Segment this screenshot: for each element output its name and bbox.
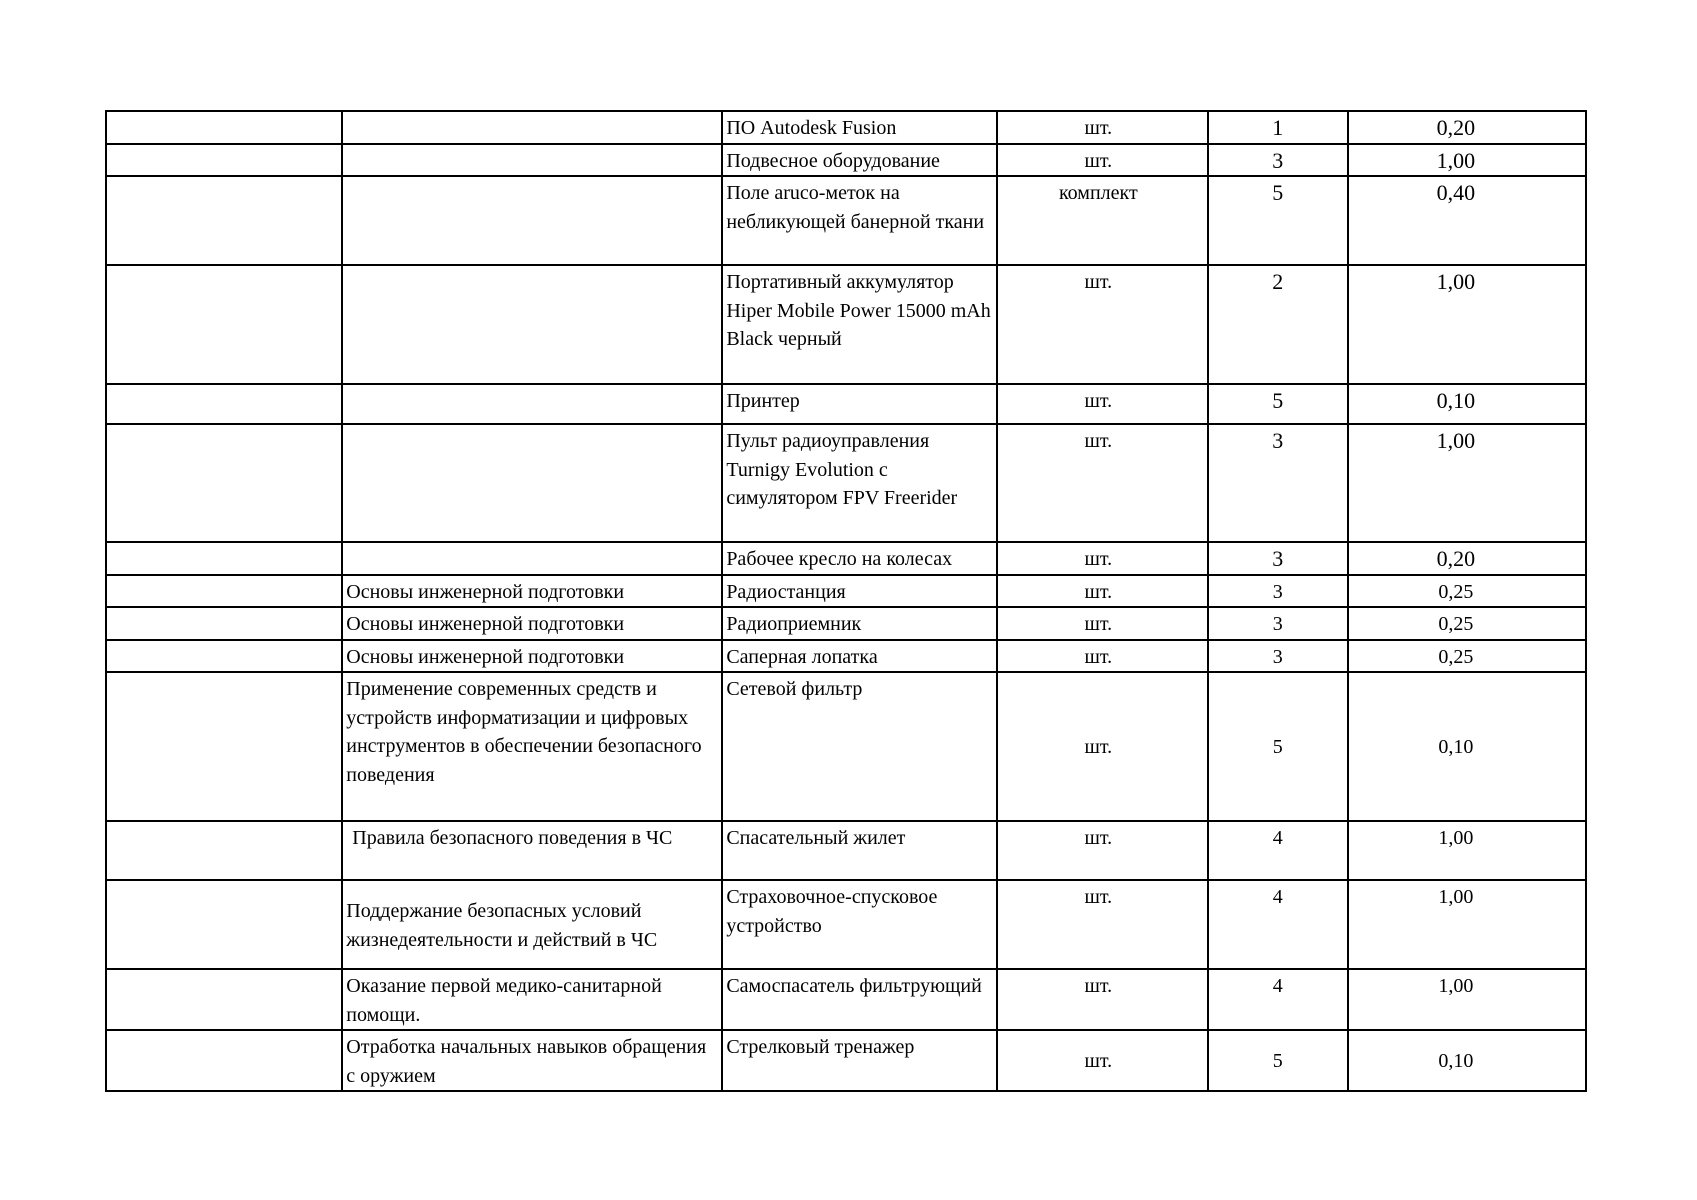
subject-cell: Основы инженерной подготовки [342, 640, 722, 673]
blank-cell [106, 424, 342, 542]
subject-cell: Основы инженерной подготовки [342, 607, 722, 640]
blank-cell [106, 111, 342, 144]
coefficient-cell: 0,25 [1348, 575, 1586, 608]
subject-cell: Основы инженерной подготовки [342, 575, 722, 608]
blank-cell [106, 969, 342, 1030]
blank-cell [106, 176, 342, 265]
table-row [106, 672, 1586, 821]
coefficient-cell: 0,25 [1348, 607, 1586, 640]
coefficient-cell: 1,00 [1348, 880, 1586, 969]
quantity-cell: 4 [1208, 821, 1348, 880]
item-name-cell: Страховочное-спусковое устройство [722, 880, 996, 969]
item-name-cell: Спасательный жилет [722, 821, 996, 880]
unit-cell: шт. [997, 111, 1208, 144]
unit-cell: шт. [997, 542, 1208, 575]
table-row [106, 969, 1586, 1030]
subject-cell: Применение современных средств и устройств информатизации и цифровых инструментов в обеспечении безопасного поведения [342, 672, 722, 821]
table-row [106, 1030, 1586, 1091]
coefficient-cell: 1,00 [1348, 144, 1586, 177]
item-name-cell: Портативный аккумулятор Hiper Mobile Power 15000 mAh Black черный [722, 265, 996, 384]
quantity-cell: 5 [1208, 384, 1348, 424]
item-name-cell: ПО Autodesk Fusion [722, 111, 996, 144]
blank-cell [106, 575, 342, 608]
subject-cell [342, 265, 722, 384]
subject-cell [342, 424, 722, 542]
coefficient-cell: 1,00 [1348, 265, 1586, 384]
blank-cell [106, 880, 342, 969]
item-name-cell: Радиоприемник [722, 607, 996, 640]
quantity-cell: 3 [1208, 640, 1348, 673]
table-row [106, 575, 1586, 608]
subject-cell: Правила безопасного поведения в ЧС [342, 821, 722, 880]
unit-cell: шт. [997, 640, 1208, 673]
item-name-cell: Стрелковый тренажер [722, 1030, 996, 1091]
quantity-cell: 3 [1208, 144, 1348, 177]
subject-cell: Поддержание безопасных условий жизнедеятельности и действий в ЧС [342, 880, 722, 969]
unit-cell: шт. [997, 1030, 1208, 1091]
unit-cell: шт. [997, 144, 1208, 177]
coefficient-cell: 0,40 [1348, 176, 1586, 265]
coefficient-cell: 0,10 [1348, 384, 1586, 424]
item-name-cell: Саперная лопатка [722, 640, 996, 673]
quantity-cell: 3 [1208, 607, 1348, 640]
blank-cell [106, 607, 342, 640]
item-name-cell: Поле aruco-меток на небликующей банерной ткани [722, 176, 996, 265]
table-row [106, 821, 1586, 880]
subject-cell [342, 111, 722, 144]
unit-cell: шт. [997, 821, 1208, 880]
subject-cell [342, 384, 722, 424]
quantity-cell: 3 [1208, 542, 1348, 575]
blank-cell [106, 672, 342, 821]
blank-cell [106, 542, 342, 575]
subject-cell [342, 542, 722, 575]
quantity-cell: 5 [1208, 672, 1348, 821]
coefficient-cell: 1,00 [1348, 821, 1586, 880]
coefficient-cell: 0,10 [1348, 672, 1586, 821]
coefficient-cell: 1,00 [1348, 969, 1586, 1030]
unit-cell: шт. [997, 969, 1208, 1030]
unit-cell: шт. [997, 880, 1208, 969]
unit-cell: шт. [997, 424, 1208, 542]
table-row [106, 542, 1586, 575]
quantity-cell: 4 [1208, 969, 1348, 1030]
table-row [106, 265, 1586, 384]
coefficient-cell: 1,00 [1348, 424, 1586, 542]
item-name-cell: Пульт радиоуправления Turnigy Evolution с симулятором FPV Freerider [722, 424, 996, 542]
unit-cell: шт. [997, 265, 1208, 384]
table-row [106, 144, 1586, 177]
coefficient-cell: 0,20 [1348, 542, 1586, 575]
quantity-cell: 3 [1208, 424, 1348, 542]
subject-cell [342, 176, 722, 265]
item-name-cell: Подвесное оборудование [722, 144, 996, 177]
blank-cell [106, 144, 342, 177]
equipment-table [105, 110, 1587, 1092]
table-row [106, 424, 1586, 542]
table-row [106, 384, 1586, 424]
table-row [106, 607, 1586, 640]
coefficient-cell: 0,25 [1348, 640, 1586, 673]
blank-cell [106, 384, 342, 424]
blank-cell [106, 640, 342, 673]
table-row [106, 176, 1586, 265]
blank-cell [106, 265, 342, 384]
subject-cell: Оказание первой медико-санитарной помощи. [342, 969, 722, 1030]
table-row [106, 880, 1586, 969]
unit-cell: шт. [997, 607, 1208, 640]
subject-cell [342, 144, 722, 177]
quantity-cell: 4 [1208, 880, 1348, 969]
blank-cell [106, 821, 342, 880]
quantity-cell: 5 [1208, 176, 1348, 265]
table-row [106, 640, 1586, 673]
coefficient-cell: 0,20 [1348, 111, 1586, 144]
quantity-cell: 5 [1208, 1030, 1348, 1091]
unit-cell: шт. [997, 672, 1208, 821]
blank-cell [106, 1030, 342, 1091]
subject-cell: Отработка начальных навыков обращения с оружием [342, 1030, 722, 1091]
unit-cell: шт. [997, 575, 1208, 608]
quantity-cell: 1 [1208, 111, 1348, 144]
item-name-cell: Самоспасатель фильтрующий [722, 969, 996, 1030]
quantity-cell: 3 [1208, 575, 1348, 608]
quantity-cell: 2 [1208, 265, 1348, 384]
item-name-cell: Рабочее кресло на колесах [722, 542, 996, 575]
item-name-cell: Радиостанция [722, 575, 996, 608]
coefficient-cell: 0,10 [1348, 1030, 1586, 1091]
unit-cell: шт. [997, 384, 1208, 424]
unit-cell: комплект [997, 176, 1208, 265]
item-name-cell: Сетевой фильтр [722, 672, 996, 821]
item-name-cell: Принтер [722, 384, 996, 424]
table-row [106, 111, 1586, 144]
